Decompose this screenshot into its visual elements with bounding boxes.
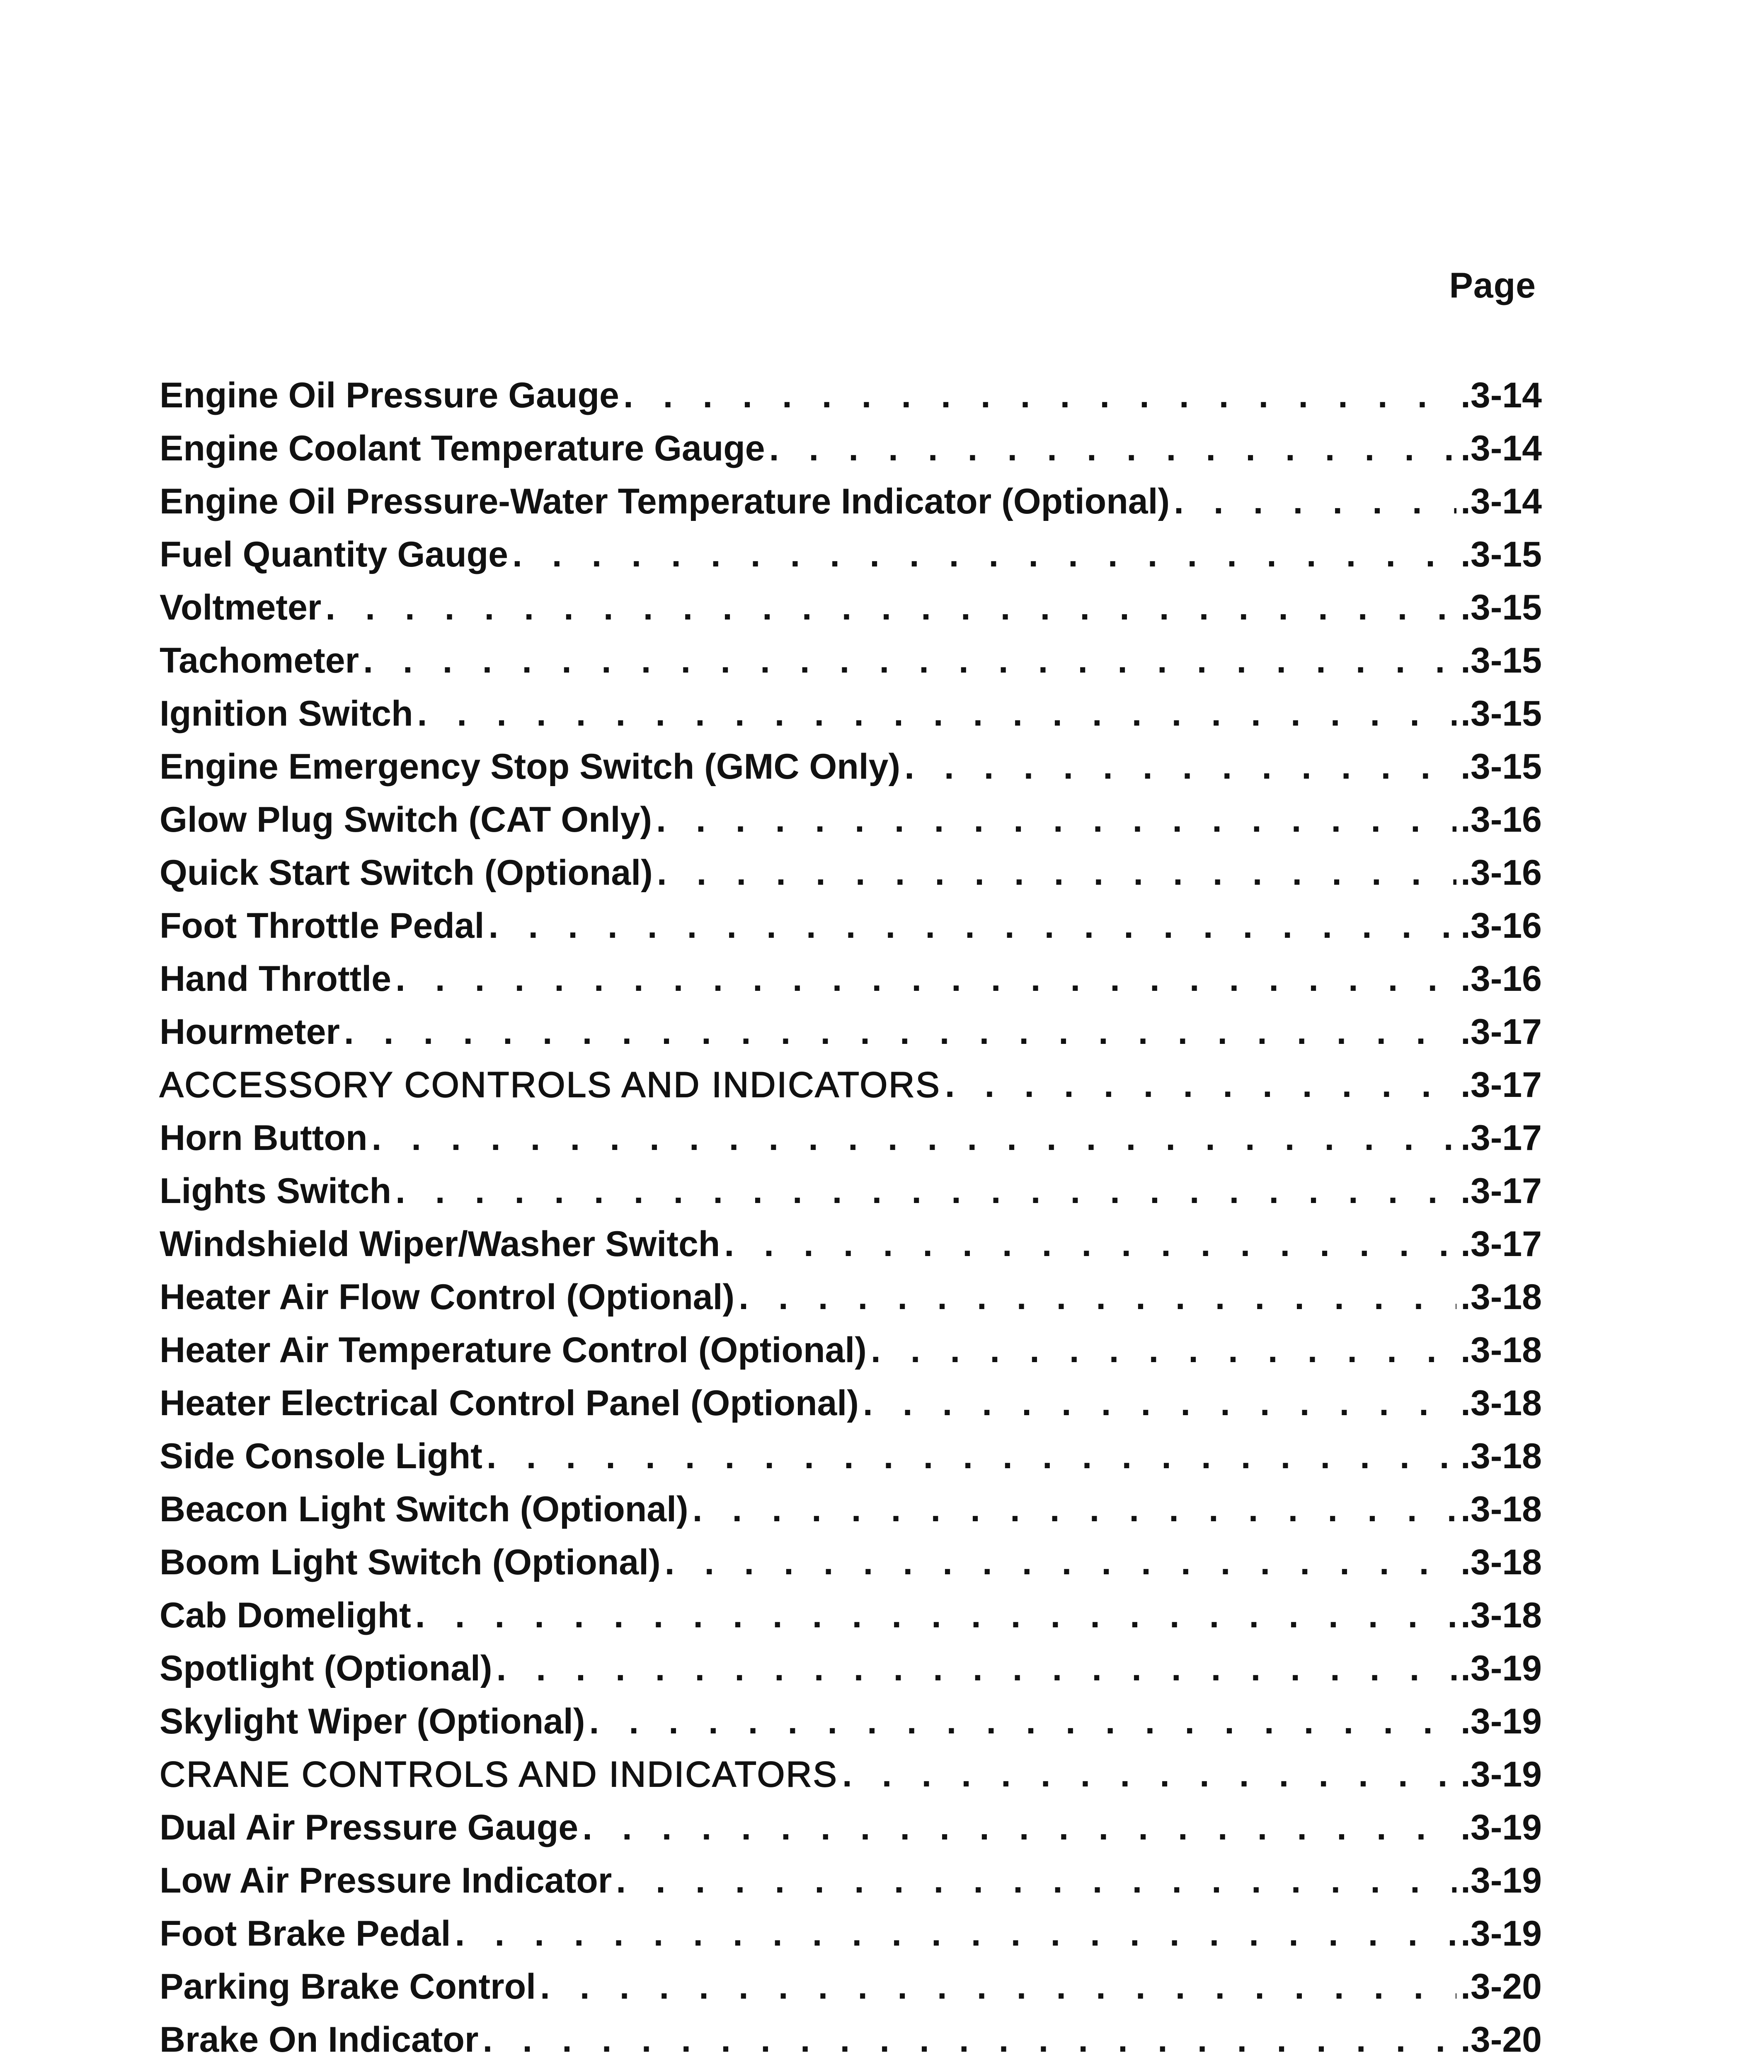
dot-leader: [496, 1648, 1456, 1689]
toc-entry: [160, 1330, 1542, 1383]
toc-entry-page: .3-19: [1460, 1914, 1542, 1953]
toc-entry-title: Tachometer: [160, 641, 359, 680]
toc-entry: [160, 799, 1542, 852]
toc-entry-page: .3-15: [1460, 641, 1542, 680]
toc-entry-title: Quick Start Switch (Optional): [160, 853, 653, 893]
toc-entry: [160, 1012, 1542, 1065]
toc-entry: [160, 1595, 1542, 1648]
toc-entry: [160, 640, 1542, 693]
dot-leader: [455, 1913, 1456, 1954]
dot-leader: [487, 1436, 1456, 1477]
toc-section-heading: [160, 1754, 1542, 1807]
toc-entry: [160, 1224, 1542, 1277]
toc-entry-title: Heater Air Flow Control (Optional): [160, 1277, 735, 1317]
toc-entry-title: Glow Plug Switch (CAT Only): [160, 800, 652, 840]
toc-entry: [160, 1807, 1542, 1860]
toc-entry-page: .3-15: [1460, 747, 1542, 787]
dot-leader: [363, 640, 1456, 681]
dot-leader: [842, 1754, 1456, 1795]
toc-entry-page: .3-19: [1460, 1755, 1542, 1794]
toc-entry-title: Lights Switch: [160, 1171, 391, 1211]
toc-entry-title: Parking Brake Control: [160, 1967, 536, 2007]
toc-entry: [160, 587, 1542, 640]
toc-entry: [160, 1542, 1542, 1595]
toc-entry: [160, 1436, 1542, 1489]
dot-leader: [1174, 481, 1456, 522]
dot-leader: [415, 1595, 1456, 1636]
dot-leader: [395, 959, 1456, 1000]
toc-entry-title: Hand Throttle: [160, 959, 391, 999]
dot-leader: [769, 428, 1456, 469]
toc-entry-page: .3-18: [1460, 1436, 1542, 1476]
toc-entry-title: Beacon Light Switch (Optional): [160, 1489, 688, 1529]
toc-entry-page: .3-16: [1460, 853, 1542, 893]
toc-entry: [160, 1966, 1542, 2019]
toc-entry-page: .3-16: [1460, 800, 1542, 840]
toc-entry-page: .3-16: [1460, 959, 1542, 999]
toc-entry: [160, 534, 1542, 587]
toc-entry-page: .3-19: [1460, 1808, 1542, 1847]
toc-entry-title: Brake On Indicator: [160, 2020, 479, 2060]
toc-entry-page: .3-18: [1460, 1277, 1542, 1317]
dot-leader: [489, 905, 1456, 946]
toc-entry: [160, 481, 1542, 534]
toc-entry: [160, 905, 1542, 959]
toc-entry: [160, 2019, 1542, 2072]
toc-entry: [160, 1489, 1542, 1542]
toc-entry-page: .3-18: [1460, 1595, 1542, 1635]
toc-entry-page: .3-16: [1460, 906, 1542, 946]
toc-entry-title: ACCESSORY CONTROLS AND INDICATORS: [160, 1065, 941, 1105]
dot-leader: [589, 1701, 1456, 1742]
toc-entry-page: .3-19: [1460, 1861, 1542, 1900]
toc-entry-title: Heater Air Temperature Control (Optional): [160, 1330, 867, 1370]
toc-entry-page: .3-18: [1460, 1330, 1542, 1370]
toc-entry: [160, 1118, 1542, 1171]
toc-entry-title: Dual Air Pressure Gauge: [160, 1808, 579, 1847]
dot-leader: [665, 1542, 1456, 1583]
toc-entry-title: Skylight Wiper (Optional): [160, 1702, 585, 1741]
toc-entry-page: .3-18: [1460, 1489, 1542, 1529]
toc-entry-page: .3-14: [1460, 428, 1542, 468]
table-of-contents: [160, 375, 1542, 2072]
dot-leader: [623, 375, 1456, 416]
toc-section-heading: [160, 1065, 1542, 1118]
toc-entry-page: .3-14: [1460, 482, 1542, 521]
dot-leader: [616, 1860, 1456, 1901]
toc-entry: [160, 1913, 1542, 1966]
toc-entry-page: .3-15: [1460, 694, 1542, 733]
dot-leader: [372, 1118, 1456, 1159]
toc-entry-page: .3-14: [1460, 375, 1542, 415]
toc-entry-title: Engine Emergency Stop Switch (GMC Only): [160, 747, 901, 787]
dot-leader: [945, 1065, 1456, 1106]
toc-entry: [160, 693, 1542, 746]
toc-entry: [160, 1277, 1542, 1330]
dot-leader: [693, 1489, 1456, 1530]
toc-entry-title: Engine Oil Pressure Gauge: [160, 375, 619, 415]
toc-entry-page: .3-17: [1460, 1118, 1542, 1158]
dot-leader: [540, 1966, 1456, 2007]
dot-leader: [417, 693, 1456, 734]
toc-entry-page: .3-19: [1460, 1648, 1542, 1688]
dot-leader: [582, 1807, 1456, 1848]
toc-entry: [160, 1648, 1542, 1701]
toc-entry-title: Spotlight (Optional): [160, 1648, 492, 1688]
toc-entry: [160, 375, 1542, 428]
toc-entry: [160, 959, 1542, 1012]
toc-entry-page: .3-20: [1460, 2020, 1542, 2060]
dot-leader: [871, 1330, 1456, 1371]
toc-entry: [160, 746, 1542, 799]
dot-leader: [344, 1012, 1456, 1053]
toc-entry-page: .3-18: [1460, 1383, 1542, 1423]
toc-entry-page: .3-18: [1460, 1542, 1542, 1582]
dot-leader: [482, 2019, 1456, 2060]
toc-entry-title: Boom Light Switch (Optional): [160, 1542, 661, 1582]
toc-entry-page: .3-17: [1460, 1065, 1542, 1105]
toc-entry: [160, 1383, 1542, 1436]
toc-entry-page: .3-17: [1460, 1224, 1542, 1264]
toc-entry-title: Engine Coolant Temperature Gauge: [160, 428, 765, 468]
toc-entry-title: Foot Brake Pedal: [160, 1914, 451, 1953]
dot-leader: [724, 1224, 1456, 1265]
toc-entry-title: Engine Oil Pressure-Water Temperature Indicator (Optional): [160, 482, 1170, 521]
toc-entry-page: .3-19: [1460, 1702, 1542, 1741]
dot-leader: [395, 1171, 1456, 1212]
toc-entry-title: CRANE CONTROLS AND INDICATORS: [160, 1755, 838, 1794]
toc-entry-title: Side Console Light: [160, 1436, 482, 1476]
toc-entry-title: Low Air Pressure Indicator: [160, 1861, 612, 1900]
toc-entry-page: .3-15: [1460, 588, 1542, 627]
toc-entry-title: Cab Domelight: [160, 1595, 411, 1635]
dot-leader: [657, 852, 1456, 893]
toc-entry-page: .3-20: [1460, 1967, 1542, 2007]
toc-entry-title: Horn Button: [160, 1118, 368, 1158]
dot-leader: [863, 1383, 1456, 1424]
toc-entry-title: Hourmeter: [160, 1012, 340, 1052]
toc-entry: [160, 852, 1542, 905]
toc-entry: [160, 1171, 1542, 1224]
dot-leader: [656, 799, 1456, 840]
toc-entry-title: Foot Throttle Pedal: [160, 906, 485, 946]
dot-leader: [512, 534, 1456, 575]
toc-entry: [160, 1860, 1542, 1913]
dot-leader: [325, 587, 1456, 628]
toc-entry-page: .3-17: [1460, 1171, 1542, 1211]
toc-entry-title: Voltmeter: [160, 588, 322, 627]
toc-entry-page: .3-15: [1460, 535, 1542, 574]
toc-entry-title: Fuel Quantity Gauge: [160, 535, 508, 574]
toc-entry-title: Heater Electrical Control Panel (Optional): [160, 1383, 859, 1423]
dot-leader: [739, 1277, 1456, 1318]
toc-entry-title: Windshield Wiper/Washer Switch: [160, 1224, 720, 1264]
toc-entry-title: Ignition Switch: [160, 694, 413, 733]
toc-entry: [160, 428, 1542, 481]
toc-entry: [160, 1701, 1542, 1754]
page-column-header: Page: [1449, 266, 1536, 305]
dot-leader: [904, 746, 1456, 787]
toc-entry-page: .3-17: [1460, 1012, 1542, 1052]
